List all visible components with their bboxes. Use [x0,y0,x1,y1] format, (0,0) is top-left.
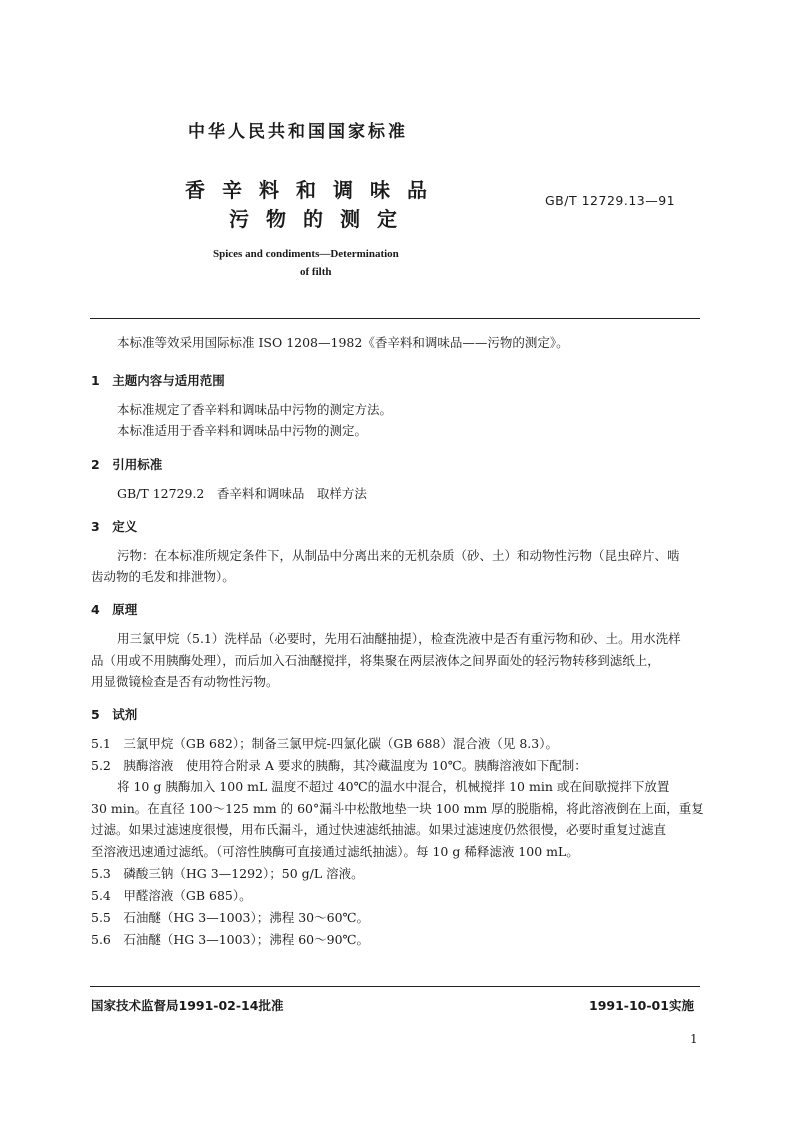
section-4-line-1: 用三氯甲烷（5.1）洗样品（必要时，先用石油醚抽提），检查洗液中是否有重污物和砂、土。用水洗样 [117,631,681,646]
reagent-5-2: 5.2 胰酶溶液 使用符合附录 A 要求的胰酶，其冷藏温度为 10℃。胰酶溶液如下配制： [91,758,587,773]
section-1-para-1: 本标准规定了香辛料和调味品中污物的测定方法。 [117,402,393,417]
section-3-heading: 3 定义 [91,519,138,534]
implementation-date: 1991-10-01实施 [589,998,694,1013]
title-line-1: 香辛料和调味品 [185,178,444,202]
section-1-para-2: 本标准适用于香辛料和调味品中污物的测定。 [117,423,368,438]
section-4-line-2: 品（用或不用胰酶处理），而后加入石油醚搅拌，将集聚在两层液体之间界面处的轻污物转移到滤纸上， [91,653,660,668]
english-title-line-2: of filth [300,266,332,278]
footer-divider [90,986,700,987]
reagent-5-2-line-2: 30 min。在直径 100～125 mm 的 60°漏斗中松散地垫一块 100 mm 厚的脱脂棉，将此溶液倒在上面，重复 [91,801,704,816]
section-3-line-1: 污物：在本标准所规定条件下，从制品中分离出来的无机杂质（砂、土）和动物性污物（昆虫碎片、啮 [117,548,680,563]
reagent-5-1: 5.1 三氯甲烷（GB 682）；制备三氯甲烷-四氯化碳（GB 688）混合液（见 8.3）。 [91,736,558,751]
section-2-heading: 2 引用标准 [91,457,163,472]
header-divider [90,318,700,319]
english-title-line-1: Spices and condiments—Determination [213,248,399,260]
section-5-heading: 5 试剂 [91,707,138,722]
reagent-5-3: 5.3 磷酸三钠（HG 3—1292）；50 g/L 溶液。 [91,866,364,881]
title-line-2: 污物的测定 [229,207,414,231]
reagent-5-5: 5.5 石油醚（HG 3—1003）；沸程 30～60℃。 [91,910,370,925]
section-1-heading: 1 主题内容与适用范围 [91,373,225,388]
page-number: 1 [690,1032,698,1046]
reagent-5-4: 5.4 甲醛溶液（GB 685）。 [91,888,252,903]
section-4-heading: 4 原理 [91,602,138,617]
section-2-para-1: GB/T 12729.2 香辛料和调味品 取样方法 [117,486,367,501]
reagent-5-2-line-4: 至溶液迅速通过滤纸。（可溶性胰酶可直接通过滤纸抽滤）。每 10 g 稀释滤液 100 mL。 [91,844,579,859]
standard-code: GB/T 12729.13—91 [545,193,676,208]
reagent-5-2-line-1: 将 10 g 胰酶加入 100 mL 温度不超过 40℃的温水中混合，机械搅拌 10 min 或在间歇搅拌下放置 [117,779,670,794]
reagent-5-2-line-3: 过滤。如果过滤速度很慢，用布氏漏斗，通过快速滤纸抽滤。如果过滤速度仍然很慢，必要时重复过滤直 [91,822,667,837]
national-standard-heading: 中华人民共和国国家标准 [188,122,408,142]
section-3-line-2: 齿动物的毛发和排泄物）。 [91,569,235,584]
reagent-5-6: 5.6 石油醚（HG 3—1003）；沸程 60～90℃。 [91,932,370,947]
approval-date: 国家技术监督局1991-02-14批准 [91,998,284,1013]
intro-text: 本标准等效采用国际标准 ISO 1208—1982《香辛料和调味品——污物的测定》。 [117,335,569,350]
section-4-line-3: 用显微镜检查是否有动物性污物。 [91,674,279,689]
